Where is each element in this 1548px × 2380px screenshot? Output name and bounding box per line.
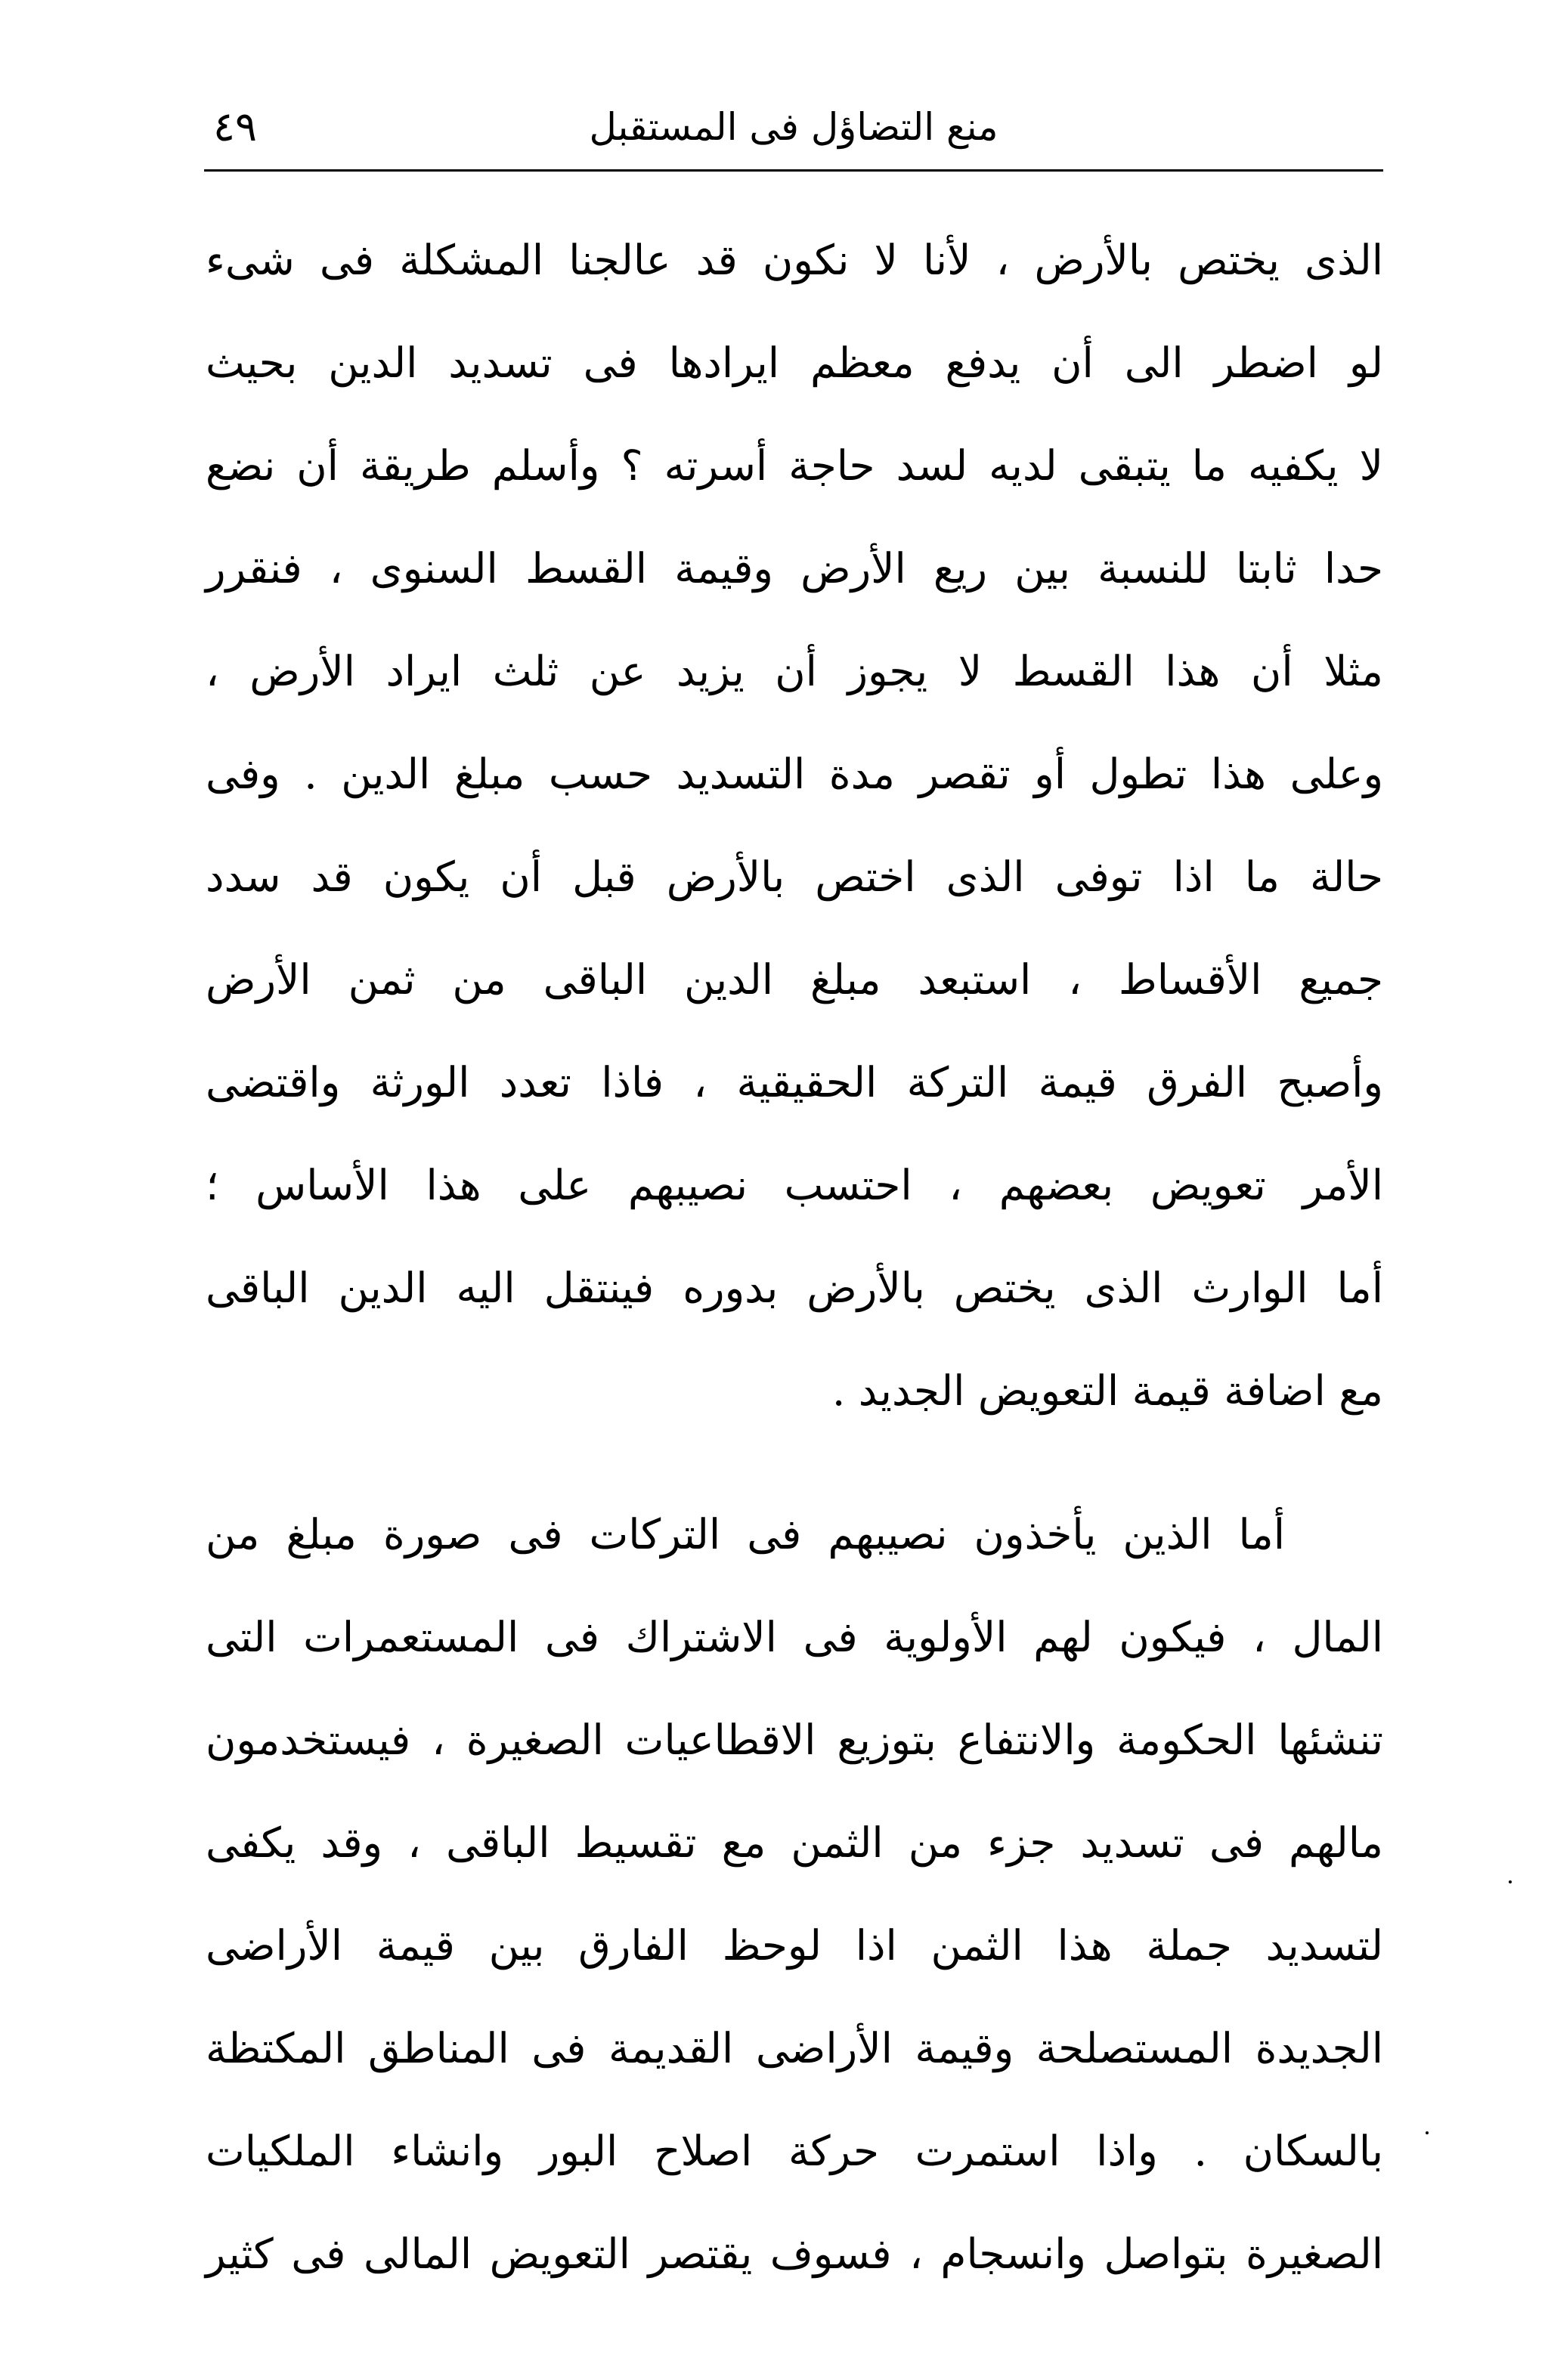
page-number: ٤٩: [213, 103, 258, 150]
text-line: حالة ما اذا توفى الذى اختص بالأرض قبل أن يكون قد سدد: [206, 853, 1383, 901]
text-line: لتسديد جملة هذا الثمن اذا لوحظ الفارق بين قيمة الأراضى: [206, 1921, 1383, 1970]
text-line: حدا ثابتا للنسبة بين ريع الأرض وقيمة القسط السنوى ، فنقرر: [206, 544, 1383, 593]
text-line: وأصبح الفرق قيمة التركة الحقيقية ، فاذا تعدد الورثة واقتضى: [206, 1058, 1383, 1106]
page-header: [204, 97, 1383, 166]
scan-speck: [1426, 2131, 1429, 2134]
paragraph-2: [206, 1483, 1383, 2305]
header-rule: [204, 169, 1383, 172]
text-line: مثلا أن هذا القسط لا يجوز أن يزيد عن ثلث ايراد الأرض ،: [206, 647, 1383, 695]
page-body: [206, 209, 1383, 2305]
text-line: جميع الأقساط ، استبعد مبلغ الدين الباقى من ثمن الأرض: [206, 955, 1383, 1004]
running-title: منع التضاؤل فى المستقبل: [589, 105, 998, 149]
text-line: لا يكفيه ما يتبقى لديه لسد حاجة أسرته ؟ وأسلم طريقة أن نضع: [206, 441, 1383, 490]
text-line: الجديدة المستصلحة وقيمة الأراضى القديمة فى المناطق المكتظة: [206, 2024, 1383, 2072]
text-line: مع اضافة قيمة التعويض الجديد .: [831, 1366, 1383, 1415]
text-line: الأمر تعويض بعضهم ، احتسب نصيبهم على هذا الأساس ؛: [206, 1161, 1383, 1209]
paragraph-1: [206, 209, 1383, 1442]
text-line: المال ، فيكون لهم الأولوية فى الاشتراك فى المستعمرات التى: [206, 1613, 1383, 1661]
text-line: وعلى هذا تطول أو تقصر مدة التسديد حسب مبلغ الدين . وفى: [206, 750, 1383, 798]
text-line: لو اضطر الى أن يدفع معظم ايرادها فى تسديد الدين بحيث: [206, 339, 1383, 387]
text-line: تنشئها الحكومة والانتفاع بتوزيع الاقطاعيات الصغيرة ، فيستخدمون: [206, 1716, 1383, 1764]
text-line: الصغيرة بتواصل وانسجام ، فسوف يقتصر التعويض المالى فى كثير: [206, 2230, 1383, 2278]
text-line: بالسكان . واذا استمرت حركة اصلاح البور وانشاء الملكيات: [206, 2127, 1383, 2175]
text-line: مالهم فى تسديد جزء من الثمن مع تقسيط الباقى ، وقد يكفى: [206, 1818, 1383, 1867]
scan-speck: [1509, 1880, 1512, 1883]
text-line: أما الذين يأخذون نصيبهم فى التركات فى صورة مبلغ من: [206, 1510, 1285, 1558]
text-line: الذى يختص بالأرض ، لأنا لا نكون قد عالجنا المشكلة فى شىء: [206, 236, 1383, 284]
text-line: أما الوارث الذى يختص بالأرض بدوره فينتقل اليه الدين الباقى: [206, 1264, 1383, 1312]
paragraph-gap: [206, 1442, 1383, 1483]
